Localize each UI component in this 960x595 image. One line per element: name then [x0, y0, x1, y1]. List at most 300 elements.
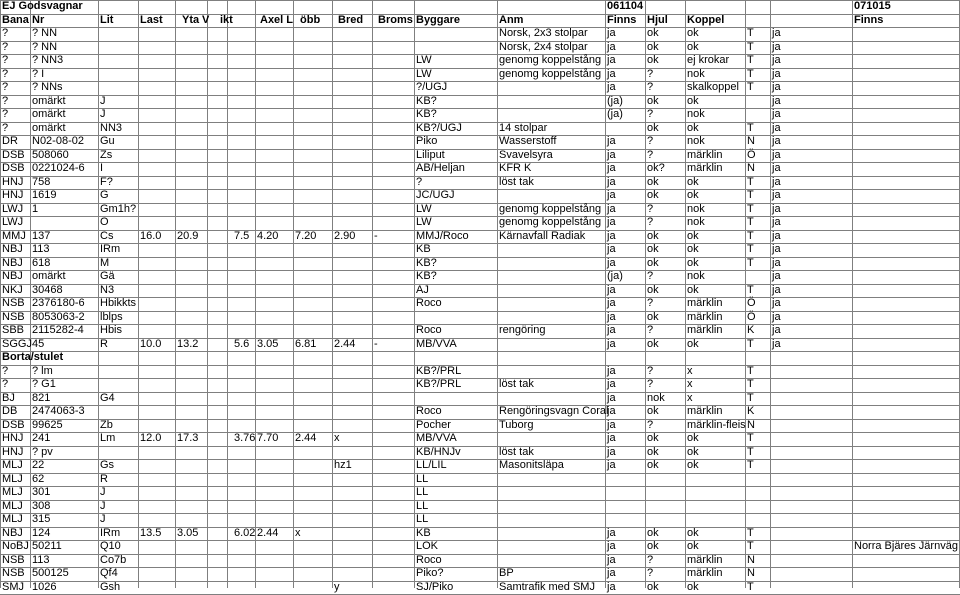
- cell[interactable]: AB/Heljan: [416, 162, 465, 174]
- cell[interactable]: ok: [647, 94, 659, 107]
- cell[interactable]: 7.20: [295, 229, 317, 242]
- cell[interactable]: ja: [772, 121, 781, 134]
- cell[interactable]: JC/UGJ: [416, 189, 455, 201]
- cell[interactable]: ja: [772, 297, 781, 309]
- cell[interactable]: Hbikkts: [100, 297, 137, 309]
- cell[interactable]: Lm: [100, 432, 116, 444]
- cell[interactable]: ja: [772, 270, 781, 282]
- cell[interactable]: ja: [607, 283, 616, 296]
- cell[interactable]: nok: [687, 67, 705, 80]
- cell[interactable]: ja: [607, 405, 616, 417]
- cell[interactable]: MMJ/Roco: [416, 229, 469, 242]
- cell[interactable]: NSB: [2, 553, 25, 566]
- cell[interactable]: 500125: [32, 567, 69, 579]
- cell[interactable]: Svavelsyra: [499, 148, 553, 161]
- cell[interactable]: ?: [2, 67, 9, 80]
- cell[interactable]: SMJ: [2, 580, 24, 593]
- cell[interactable]: ja: [607, 40, 616, 53]
- cell[interactable]: märklin: [687, 567, 723, 579]
- cell[interactable]: 0221024-6: [32, 162, 85, 174]
- cell[interactable]: ok: [687, 27, 699, 39]
- cell[interactable]: 12.0: [140, 432, 162, 444]
- cell[interactable]: Hbis: [100, 324, 123, 336]
- cell[interactable]: ?: [2, 27, 9, 39]
- cell[interactable]: ja: [772, 162, 781, 174]
- cell[interactable]: ?: [647, 202, 654, 215]
- cell[interactable]: 30468: [32, 283, 63, 296]
- cell[interactable]: ja: [607, 324, 616, 336]
- cell[interactable]: MB/VVA: [416, 432, 457, 444]
- cell[interactable]: nok: [687, 108, 705, 120]
- cell[interactable]: ja: [607, 175, 616, 188]
- cell[interactable]: KB: [416, 243, 431, 255]
- cell[interactable]: NBJ: [2, 256, 23, 269]
- cell[interactable]: K: [747, 405, 755, 417]
- cell[interactable]: ja: [772, 54, 781, 66]
- cell[interactable]: ok: [687, 175, 699, 188]
- cell[interactable]: 2.44: [334, 337, 356, 350]
- cell[interactable]: ok: [687, 445, 699, 458]
- cell[interactable]: AJ: [416, 283, 429, 296]
- cell[interactable]: Pocher: [416, 418, 451, 431]
- cell[interactable]: ja: [607, 567, 616, 579]
- cell[interactable]: SBB: [2, 324, 25, 336]
- cell[interactable]: T: [747, 337, 754, 350]
- cell[interactable]: 113: [32, 553, 50, 566]
- cell[interactable]: 241: [32, 432, 51, 444]
- cell[interactable]: NBJ: [2, 243, 23, 255]
- cell[interactable]: Yta: [182, 13, 200, 26]
- cell[interactable]: KB?: [416, 94, 437, 107]
- cell[interactable]: nok: [647, 391, 665, 404]
- cell[interactable]: ja: [607, 229, 616, 242]
- cell[interactable]: KB?: [416, 270, 437, 282]
- cell[interactable]: ok: [687, 189, 699, 201]
- cell[interactable]: LW: [416, 54, 432, 66]
- cell[interactable]: 508060: [32, 148, 69, 161]
- cell[interactable]: NSB: [2, 567, 25, 579]
- cell[interactable]: HNJ: [2, 175, 24, 188]
- cell[interactable]: DB: [2, 405, 18, 417]
- cell[interactable]: ?: [2, 378, 9, 390]
- cell[interactable]: ja: [772, 67, 781, 80]
- cell[interactable]: nok: [687, 270, 705, 282]
- cell[interactable]: EJ Godsvagnar: [2, 0, 83, 12]
- cell[interactable]: LW: [416, 67, 432, 80]
- cell[interactable]: omärkt: [32, 270, 66, 282]
- cell[interactable]: N: [747, 418, 755, 431]
- cell[interactable]: ja: [607, 580, 616, 593]
- cell[interactable]: R: [100, 337, 108, 350]
- cell[interactable]: löst tak: [499, 378, 534, 390]
- cell[interactable]: 45: [32, 337, 45, 350]
- cell[interactable]: ? NN3: [32, 54, 64, 66]
- cell[interactable]: ?: [416, 175, 423, 188]
- cell[interactable]: märklin: [687, 148, 723, 161]
- cell[interactable]: Zb: [100, 418, 113, 431]
- cell[interactable]: ?: [2, 81, 9, 93]
- cell[interactable]: genomg koppelstång: [499, 67, 602, 80]
- cell[interactable]: MMJ: [2, 229, 26, 242]
- cell[interactable]: KB?: [416, 108, 437, 120]
- cell[interactable]: Qf4: [100, 567, 118, 579]
- cell[interactable]: ?: [647, 324, 654, 336]
- cell[interactable]: 2376180-6: [32, 297, 85, 309]
- cell[interactable]: 1619: [32, 189, 57, 201]
- cell[interactable]: 1: [32, 202, 39, 215]
- cell[interactable]: N3: [100, 283, 115, 296]
- cell[interactable]: löst tak: [499, 445, 534, 458]
- cell[interactable]: Gm1h?: [100, 202, 137, 215]
- cell[interactable]: rengöring: [499, 324, 546, 336]
- cell[interactable]: ok: [687, 94, 699, 107]
- cell[interactable]: Ö: [747, 297, 756, 309]
- cell[interactable]: LWJ: [2, 202, 24, 215]
- cell[interactable]: 62: [32, 472, 45, 485]
- cell[interactable]: ja: [607, 540, 616, 552]
- cell[interactable]: ?: [647, 135, 654, 147]
- cell[interactable]: F?: [100, 175, 113, 188]
- cell[interactable]: M: [100, 256, 110, 269]
- cell[interactable]: ? NN: [32, 27, 58, 39]
- cell[interactable]: T: [747, 189, 754, 201]
- cell[interactable]: Roco: [416, 297, 442, 309]
- cell[interactable]: 137: [32, 229, 51, 242]
- cell[interactable]: Zs: [100, 148, 113, 161]
- cell[interactable]: Norra Bjäres Järnväg: [854, 540, 958, 552]
- cell[interactable]: T: [747, 81, 754, 93]
- cell[interactable]: Anm: [499, 13, 524, 26]
- cell[interactable]: ok: [647, 243, 659, 255]
- cell[interactable]: (ja): [607, 94, 623, 107]
- cell[interactable]: ok: [647, 256, 659, 269]
- cell[interactable]: ? G1: [32, 378, 56, 390]
- cell[interactable]: 2.44: [257, 526, 279, 539]
- cell[interactable]: x: [687, 378, 693, 390]
- cell[interactable]: ?: [2, 108, 9, 120]
- cell[interactable]: x: [334, 432, 340, 444]
- cell[interactable]: hz1: [334, 459, 352, 471]
- cell[interactable]: 6.81: [295, 337, 317, 350]
- cell[interactable]: HNJ: [2, 189, 24, 201]
- cell[interactable]: omärkt: [32, 121, 66, 134]
- cell[interactable]: T: [747, 27, 754, 39]
- cell[interactable]: ja: [772, 310, 781, 323]
- cell[interactable]: ja: [772, 27, 781, 39]
- cell[interactable]: NBJ: [2, 270, 23, 282]
- cell[interactable]: ja: [607, 378, 616, 390]
- cell[interactable]: lblps: [100, 310, 123, 323]
- cell[interactable]: märklin: [687, 310, 723, 323]
- cell[interactable]: 7.5: [234, 229, 250, 242]
- cell[interactable]: (ja): [607, 270, 623, 282]
- cell[interactable]: Broms: [378, 13, 413, 26]
- cell[interactable]: ja: [607, 54, 616, 66]
- cell[interactable]: 3.05: [177, 526, 199, 539]
- cell[interactable]: NSB: [2, 310, 25, 323]
- cell[interactable]: DSB: [2, 418, 25, 431]
- cell[interactable]: genomg koppelstång: [499, 216, 602, 228]
- cell[interactable]: nok: [687, 135, 705, 147]
- cell[interactable]: LL: [416, 513, 429, 525]
- cell[interactable]: KB/HNJv: [416, 445, 461, 458]
- cell[interactable]: ja: [607, 135, 616, 147]
- cell[interactable]: Koppel: [687, 13, 725, 26]
- cell[interactable]: G4: [100, 391, 115, 404]
- cell[interactable]: ok: [647, 54, 659, 66]
- cell[interactable]: R: [100, 472, 108, 485]
- cell[interactable]: ikt: [220, 13, 233, 26]
- cell[interactable]: ja: [607, 202, 616, 215]
- cell[interactable]: 2474063-3: [32, 405, 85, 417]
- cell[interactable]: KB?: [416, 256, 437, 269]
- cell[interactable]: 758: [32, 175, 51, 188]
- cell[interactable]: IRm: [100, 243, 121, 255]
- cell[interactable]: ?: [647, 108, 654, 120]
- cell[interactable]: märklin: [687, 553, 723, 566]
- cell[interactable]: öbb: [300, 13, 321, 26]
- cell[interactable]: ok: [687, 229, 699, 242]
- cell[interactable]: ?: [2, 54, 9, 66]
- cell[interactable]: ok?: [647, 162, 665, 174]
- cell[interactable]: IRm: [100, 526, 121, 539]
- cell[interactable]: ok: [687, 40, 699, 53]
- cell[interactable]: ja: [607, 391, 616, 404]
- cell[interactable]: ? NNs: [32, 81, 63, 93]
- cell[interactable]: T: [747, 54, 754, 66]
- cell[interactable]: Samtrafik med SMJ: [499, 580, 595, 593]
- cell[interactable]: ja: [607, 526, 616, 539]
- cell[interactable]: DR: [2, 135, 18, 147]
- cell[interactable]: T: [747, 202, 754, 215]
- cell[interactable]: Norsk, 2x3 stolpar: [499, 27, 588, 39]
- cell[interactable]: ja: [607, 364, 616, 377]
- cell[interactable]: 071015: [854, 0, 891, 12]
- cell[interactable]: 4.20: [257, 229, 279, 242]
- cell[interactable]: 113: [32, 243, 50, 255]
- cell[interactable]: ja: [607, 459, 616, 471]
- cell[interactable]: ok: [687, 256, 699, 269]
- cell[interactable]: ok: [647, 175, 659, 188]
- cell[interactable]: ?: [647, 148, 654, 161]
- cell[interactable]: MLJ: [2, 486, 23, 498]
- cell[interactable]: Gs: [100, 459, 115, 471]
- cell[interactable]: LWJ: [2, 216, 24, 228]
- cell[interactable]: ja: [772, 337, 781, 350]
- cell[interactable]: ja: [772, 243, 781, 255]
- cell[interactable]: J: [100, 499, 106, 512]
- cell[interactable]: NSB: [2, 297, 25, 309]
- cell[interactable]: ok: [687, 432, 699, 444]
- cell[interactable]: J: [100, 486, 106, 498]
- cell[interactable]: MLJ: [2, 513, 23, 525]
- cell[interactable]: Nr: [32, 13, 45, 26]
- cell[interactable]: ok: [647, 526, 659, 539]
- cell[interactable]: 821: [32, 391, 51, 404]
- cell[interactable]: T: [747, 580, 754, 593]
- cell[interactable]: T: [747, 445, 754, 458]
- cell[interactable]: Bred: [338, 13, 364, 26]
- cell[interactable]: T: [747, 121, 754, 134]
- cell[interactable]: 315: [32, 513, 51, 525]
- cell[interactable]: ?: [2, 364, 9, 377]
- cell[interactable]: T: [747, 216, 754, 228]
- cell[interactable]: Last: [140, 13, 163, 26]
- cell[interactable]: ja: [607, 81, 616, 93]
- cell[interactable]: T: [747, 67, 754, 80]
- cell[interactable]: löst tak: [499, 175, 534, 188]
- cell[interactable]: ej krokar: [687, 54, 730, 66]
- cell[interactable]: I: [100, 162, 104, 174]
- cell[interactable]: T: [747, 378, 754, 390]
- cell[interactable]: Gä: [100, 270, 115, 282]
- cell[interactable]: -: [374, 337, 378, 350]
- cell[interactable]: skalkoppel: [687, 81, 739, 93]
- cell[interactable]: 124: [32, 526, 51, 539]
- cell[interactable]: ja: [772, 283, 781, 296]
- cell[interactable]: ok: [687, 121, 699, 134]
- cell[interactable]: Gsh: [100, 580, 121, 593]
- cell[interactable]: 308: [32, 499, 51, 512]
- cell[interactable]: ?: [647, 270, 654, 282]
- cell[interactable]: T: [747, 391, 754, 404]
- cell[interactable]: 20.9: [177, 229, 199, 242]
- cell[interactable]: ja: [607, 67, 616, 80]
- cell[interactable]: K: [747, 324, 755, 336]
- cell[interactable]: KB: [416, 526, 431, 539]
- cell[interactable]: NN3: [100, 121, 123, 134]
- cell[interactable]: ok: [687, 526, 699, 539]
- cell[interactable]: 22: [32, 459, 45, 471]
- cell[interactable]: ja: [772, 40, 781, 53]
- cell[interactable]: T: [747, 526, 754, 539]
- cell[interactable]: SGGJ: [2, 337, 32, 350]
- cell[interactable]: N: [747, 162, 755, 174]
- cell[interactable]: Kärnavfall Radiak: [499, 229, 586, 242]
- cell[interactable]: ja: [772, 216, 781, 228]
- cell[interactable]: 13.5: [140, 526, 162, 539]
- cell[interactable]: ok: [687, 337, 699, 350]
- cell[interactable]: Lit: [100, 13, 114, 26]
- cell[interactable]: 16.0: [140, 229, 162, 242]
- cell[interactable]: ok: [647, 337, 659, 350]
- cell[interactable]: 13.2: [177, 337, 199, 350]
- cell[interactable]: LL: [416, 472, 429, 485]
- cell[interactable]: ja: [607, 337, 616, 350]
- cell[interactable]: ok: [647, 40, 659, 53]
- cell[interactable]: 3.05: [257, 337, 279, 350]
- cell[interactable]: BP: [499, 567, 514, 579]
- cell[interactable]: genomg koppelstång: [499, 202, 602, 215]
- cell[interactable]: omärkt: [32, 108, 66, 120]
- cell[interactable]: ja: [607, 310, 616, 323]
- cell[interactable]: NBJ: [2, 526, 23, 539]
- cell[interactable]: ok: [647, 580, 659, 593]
- cell[interactable]: ja: [607, 189, 616, 201]
- cell[interactable]: (ja): [607, 108, 623, 120]
- cell[interactable]: ja: [607, 27, 616, 39]
- cell[interactable]: 1026: [32, 580, 57, 593]
- cell[interactable]: ?: [647, 553, 654, 566]
- cell[interactable]: J: [100, 94, 106, 107]
- cell[interactable]: ja: [772, 229, 781, 242]
- cell[interactable]: Axel L: [260, 13, 294, 26]
- cell[interactable]: 99625: [32, 418, 63, 431]
- cell[interactable]: ok: [647, 121, 659, 134]
- cell[interactable]: KB?/PRL: [416, 364, 462, 377]
- cell[interactable]: LW: [416, 216, 432, 228]
- cell[interactable]: ok: [647, 445, 659, 458]
- cell[interactable]: Rengöringsvagn Coral: [499, 405, 609, 417]
- cell[interactable]: 14 stolpar: [499, 121, 548, 134]
- cell[interactable]: 2.90: [334, 229, 356, 242]
- cell[interactable]: T: [747, 283, 754, 296]
- cell[interactable]: LL: [416, 499, 429, 512]
- cell[interactable]: märklin: [687, 297, 723, 309]
- cell[interactable]: ?: [647, 364, 654, 377]
- cell[interactable]: ja: [772, 94, 781, 107]
- cell[interactable]: ?: [647, 297, 654, 309]
- cell[interactable]: ?: [647, 81, 654, 93]
- cell[interactable]: Ö: [747, 148, 756, 161]
- cell[interactable]: omärkt: [32, 94, 66, 107]
- cell[interactable]: DSB: [2, 148, 25, 161]
- cell[interactable]: MLJ: [2, 499, 23, 512]
- cell[interactable]: ok: [647, 459, 659, 471]
- cell[interactable]: LW: [416, 202, 432, 215]
- cell[interactable]: HNJ: [2, 432, 24, 444]
- cell[interactable]: ja: [607, 297, 616, 309]
- cell[interactable]: ja: [772, 256, 781, 269]
- cell[interactable]: ? pv: [32, 445, 53, 458]
- cell[interactable]: Bana: [2, 13, 29, 26]
- cell[interactable]: ja: [607, 553, 616, 566]
- cell[interactable]: ?: [647, 216, 654, 228]
- cell[interactable]: ?: [2, 40, 9, 53]
- cell[interactable]: Finns: [607, 13, 637, 26]
- cell[interactable]: BJ: [2, 391, 15, 404]
- cell[interactable]: ok: [647, 283, 659, 296]
- cell[interactable]: ja: [772, 175, 781, 188]
- cell[interactable]: Norsk, 2x4 stolpar: [499, 40, 588, 53]
- cell[interactable]: N: [747, 135, 755, 147]
- cell[interactable]: T: [747, 243, 754, 255]
- cell[interactable]: Gu: [100, 135, 115, 147]
- cell[interactable]: 2.44: [295, 432, 317, 444]
- cell[interactable]: T: [747, 229, 754, 242]
- cell[interactable]: ok: [687, 540, 699, 552]
- cell[interactable]: Roco: [416, 553, 442, 566]
- cell[interactable]: V: [202, 13, 210, 26]
- cell[interactable]: ok: [647, 27, 659, 39]
- cell[interactable]: y: [334, 580, 340, 593]
- cell[interactable]: ok: [647, 432, 659, 444]
- cell[interactable]: genomg koppelstång: [499, 54, 602, 66]
- cell[interactable]: J: [100, 513, 106, 525]
- cell[interactable]: Roco: [416, 405, 442, 417]
- cell[interactable]: 3.76: [234, 432, 256, 444]
- cell[interactable]: 618: [32, 256, 51, 269]
- cell[interactable]: G: [100, 189, 109, 201]
- cell[interactable]: LOK: [416, 540, 439, 552]
- cell[interactable]: 50211: [32, 540, 62, 552]
- cell[interactable]: O: [100, 216, 109, 228]
- cell[interactable]: ok: [647, 405, 659, 417]
- cell[interactable]: märklin: [687, 324, 723, 336]
- cell[interactable]: Masonitsläpa: [499, 459, 564, 471]
- cell[interactable]: T: [747, 175, 754, 188]
- cell[interactable]: 17.3: [177, 432, 199, 444]
